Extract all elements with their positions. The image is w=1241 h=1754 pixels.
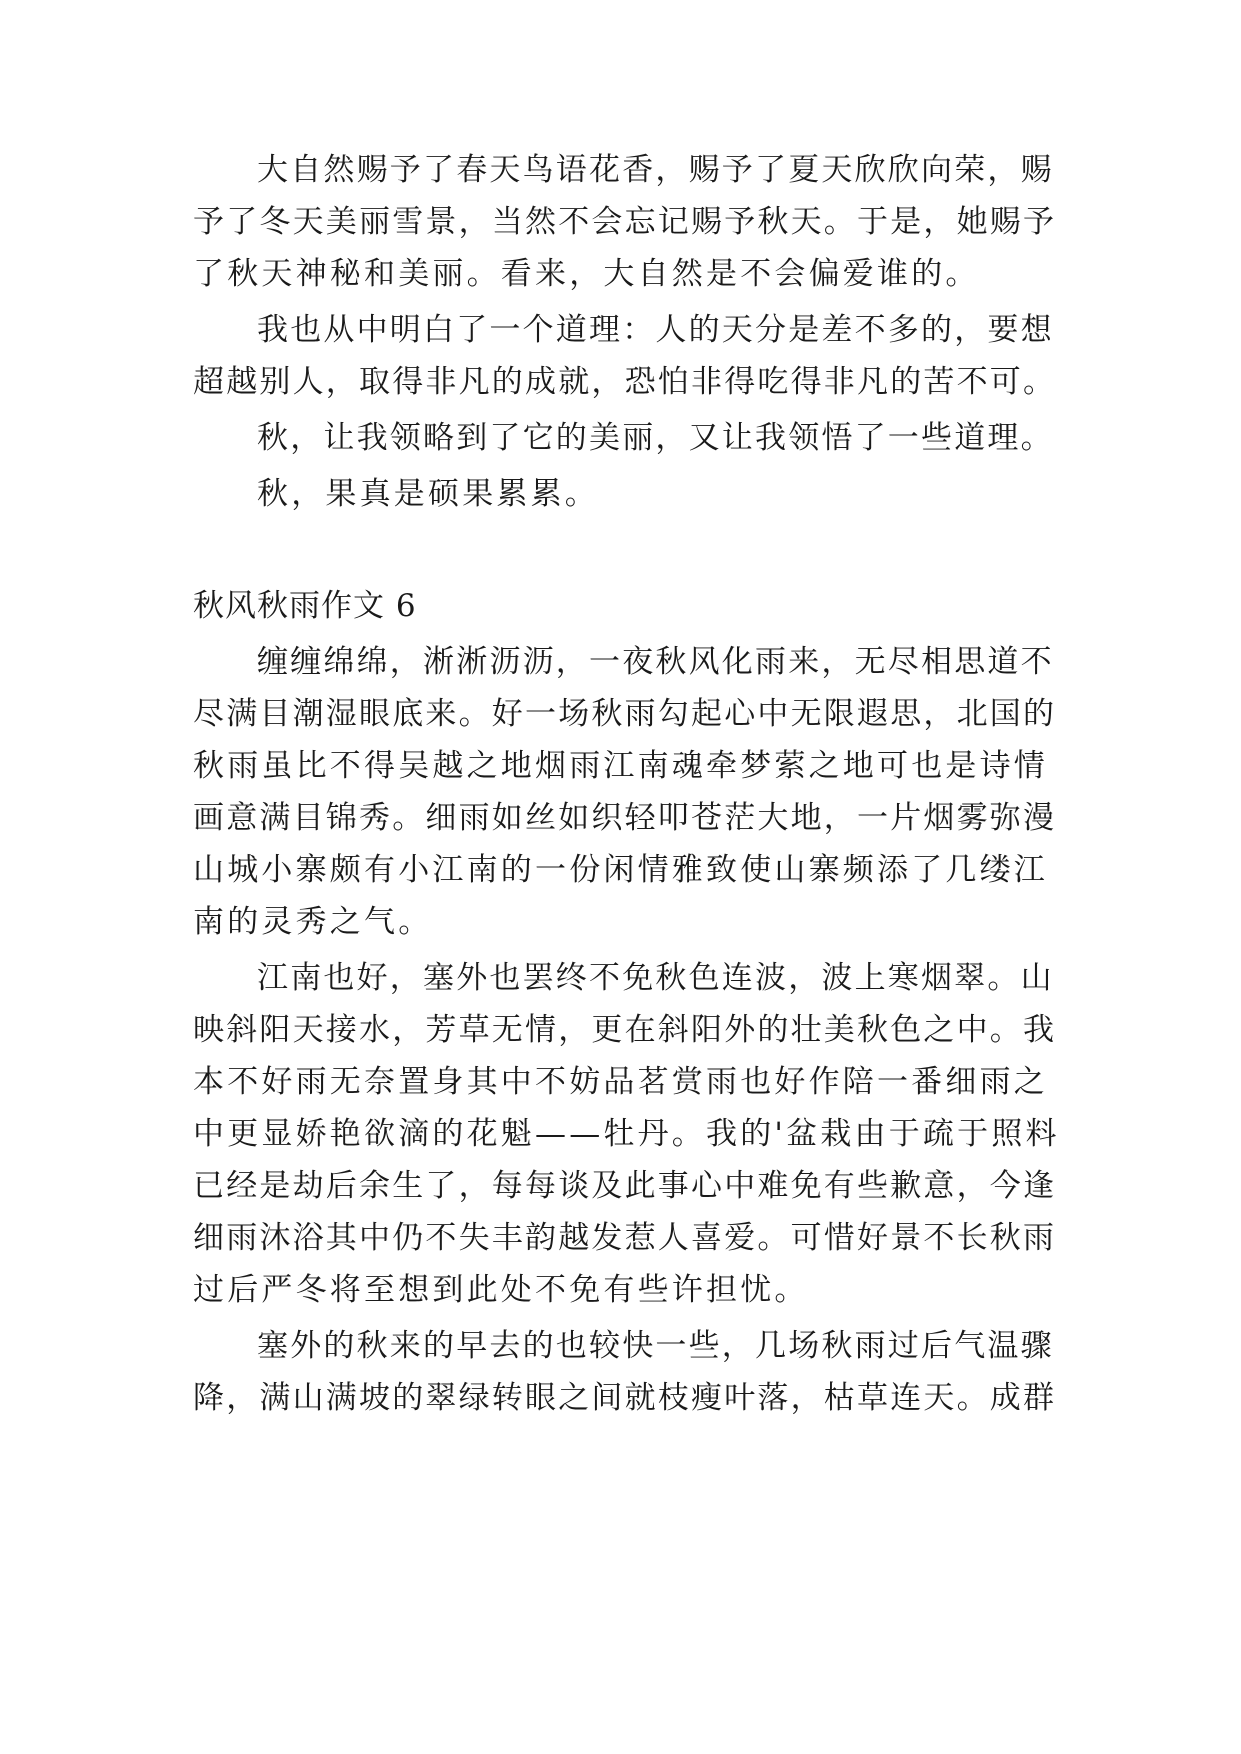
- paragraph-line: 中更显娇艳欲滴的花魁——牡丹。我的'盆栽由于疏于照料: [193, 1116, 1060, 1152]
- paragraph-line: 予了冬天美丽雪景，当然不会忘记赐予秋天。于是，她赐予: [193, 204, 1057, 240]
- paragraph-line: 了秋天神秘和美丽。看来，大自然是不会偏爱谁的。: [193, 256, 980, 292]
- paragraph-line: 降，满山满坡的翠绿转眼之间就枝瘦叶落，枯草连天。成群: [193, 1380, 1057, 1416]
- paragraph-line: 大自然赐予了春天鸟语花香，赐予了夏天欣欣向荣，赐: [257, 152, 1054, 188]
- paragraph-line: 南的灵秀之气。: [193, 904, 433, 940]
- paragraph-line: 超越别人，取得非凡的成就，恐怕非得吃得非凡的苦不可。: [193, 364, 1057, 400]
- paragraph-line: 缠缠绵绵，淅淅沥沥，一夜秋风化雨来，无尽相思道不: [257, 644, 1054, 680]
- paragraph-line: 已经是劫后余生了，每每谈及此事心中难免有些歉意，今逢: [193, 1168, 1057, 1204]
- section-heading: 秋风秋雨作文 6: [193, 588, 417, 624]
- paragraph-line: 秋，让我领略到了它的美丽，又让我领悟了一些道理。: [257, 420, 1054, 456]
- paragraph-line: 本不好雨无奈置身其中不妨品茗赏雨也好作陪一番细雨之: [193, 1064, 1048, 1100]
- paragraph-line: 尽满目潮湿眼底来。好一场秋雨勾起心中无限遐思，北国的: [193, 696, 1057, 732]
- paragraph-line: 我也从中明白了一个道理：人的天分是差不多的，要想: [257, 312, 1054, 348]
- paragraph-line: 秋，果真是硕果累累。: [257, 476, 599, 512]
- paragraph-line: 过后严冬将至想到此处不免有些许担忧。: [193, 1272, 809, 1308]
- paragraph-line: 江南也好，塞外也罢终不免秋色连波，波上寒烟翠。山: [257, 960, 1054, 996]
- paragraph-line: 山城小寨颇有小江南的一份闲情雅致使山寨频添了几缕江: [193, 852, 1048, 888]
- paragraph-line: 塞外的秋来的早去的也较快一些，几场秋雨过后气温骤: [257, 1328, 1054, 1364]
- paragraph-line: 秋雨虽比不得吴越之地烟雨江南魂牵梦萦之地可也是诗情: [193, 748, 1048, 784]
- paragraph-line: 细雨沐浴其中仍不失丰韵越发惹人喜爱。可惜好景不长秋雨: [193, 1220, 1057, 1256]
- paragraph-line: 画意满目锦秀。细雨如丝如织轻叩苍茫大地，一片烟雾弥漫: [193, 800, 1057, 836]
- paragraph-line: 映斜阳天接水，芳草无情，更在斜阳外的壮美秋色之中。我: [193, 1012, 1057, 1048]
